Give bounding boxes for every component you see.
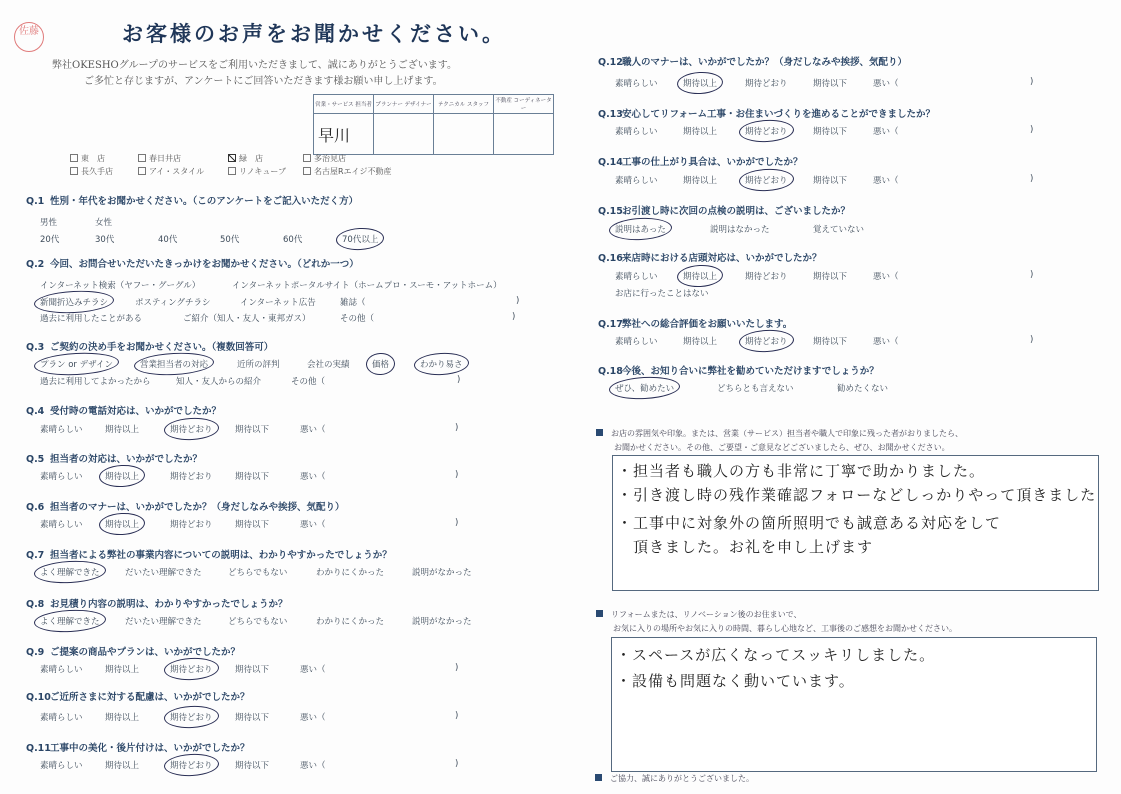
question-text: お引渡し時に次回の点検の説明は、ございましたか？ <box>622 206 851 217</box>
option[interactable]: 悪い（ <box>873 79 899 89</box>
option[interactable]: 30代 <box>95 235 115 245</box>
option[interactable]: 雑誌（ <box>340 298 366 308</box>
option[interactable]: 素晴らしい <box>40 520 83 530</box>
option[interactable]: 期待どおり <box>745 272 788 282</box>
paren-close[interactable]: ) <box>1030 77 1034 87</box>
paren-close[interactable]: ) <box>455 470 459 480</box>
paren-close[interactable]: ) <box>1030 270 1034 280</box>
option[interactable]: 素晴らしい <box>40 425 83 435</box>
store-label: 名古屋Rエイジ不動産 <box>314 167 392 176</box>
store-checkbox[interactable] <box>228 153 263 164</box>
handwritten-line: ・引き渡し時の残作業確認フォローなどしっかりやって頂きました <box>617 486 1097 504</box>
option[interactable]: 期待以上 <box>105 761 140 771</box>
option[interactable]: 近所の評判 <box>237 360 280 370</box>
paren-close[interactable]: ) <box>455 759 459 769</box>
option[interactable]: 素晴らしい <box>40 472 83 482</box>
option[interactable]: どちらでもない <box>228 617 288 627</box>
option[interactable]: 40代 <box>158 235 178 245</box>
option[interactable]: 期待どおり <box>170 472 213 482</box>
store-checkbox[interactable] <box>70 153 105 164</box>
option[interactable]: ご紹介（知人・友人・東邦ガス） <box>183 314 311 324</box>
option-selected[interactable]: 説明はあった <box>615 225 666 235</box>
footer-text: ご協力、誠にありがとうございました。 <box>610 774 754 783</box>
question-text: 今回、お問合せいただいたきっかけをお聞かせください。（どれか一つ） <box>50 259 359 270</box>
option[interactable]: インターネットポータルサイト（ホームプロ・スーモ・アットホーム） <box>232 281 502 291</box>
option[interactable]: 20代 <box>40 235 60 245</box>
checkbox-icon[interactable] <box>138 167 146 175</box>
staff-value[interactable]: 早川 <box>314 114 374 155</box>
option[interactable]: 悪い（ <box>300 713 326 723</box>
seal-stamp: 佐藤 <box>14 22 44 52</box>
option-selected[interactable]: 期待以上 <box>683 79 718 89</box>
paren-close[interactable]: ) <box>455 423 459 433</box>
store-label: 春日井店 <box>149 154 181 163</box>
question-8 <box>26 596 288 610</box>
option[interactable]: 悪い（ <box>873 337 899 347</box>
question-number: Q.12 <box>598 57 623 68</box>
option[interactable]: 50代 <box>220 235 240 245</box>
option[interactable]: 60代 <box>283 235 303 245</box>
prompt-line: リフォームまたは、リノベーション後のお住まいで、 <box>611 610 802 619</box>
option[interactable]: その他（ <box>291 377 326 387</box>
option-selected[interactable]: 営業担当者の対応 <box>140 360 209 370</box>
staff-header: テクニカル スタッフ <box>434 95 494 114</box>
option[interactable]: 男性 <box>40 218 58 228</box>
question-5 <box>26 451 202 465</box>
question-number: Q.6 <box>26 502 45 513</box>
option-selected[interactable]: プラン or デザイン <box>40 360 114 370</box>
option[interactable]: 過去に利用してよかったから <box>40 377 151 387</box>
option[interactable]: どちらとも言えない <box>717 384 794 394</box>
option[interactable]: 悪い（ <box>873 127 899 137</box>
checkbox-icon[interactable] <box>138 154 146 162</box>
option-selected[interactable]: 期待以上 <box>105 472 140 482</box>
intro-line: 弊社OKESHOグループのサービスをご利用いただきまして、誠にありがとうございます。 <box>52 60 457 71</box>
checkbox-icon[interactable] <box>303 154 311 162</box>
handwritten-line: 頂きました。お礼を申し上げます <box>617 538 874 556</box>
question-number: Q.17 <box>598 319 623 330</box>
question-text: ご近所さまに対する配慮は、いかがでしたか？ <box>50 692 250 703</box>
checkbox-icon[interactable] <box>303 167 311 175</box>
prompt-line: お気に入りの場所やお気に入りの時間、暮らし心地など、工事後のご感想をお聞かせください。 <box>613 624 957 633</box>
option-selected[interactable]: 期待以上 <box>683 272 718 282</box>
question-number: Q.1 <box>26 196 45 207</box>
question-text: 職人のマナーは、いかがでしたか？（身だしなみや挨拶、気配り） <box>622 57 908 68</box>
option[interactable]: 素晴らしい <box>40 761 83 771</box>
option[interactable]: 期待以下 <box>235 665 270 675</box>
option[interactable]: 素晴らしい <box>615 176 658 186</box>
option[interactable]: 素晴らしい <box>40 713 83 723</box>
question-text: 担当者の対応は、いかがでしたか？ <box>50 454 203 465</box>
option-selected[interactable]: 期待以上 <box>105 520 140 530</box>
comment-prompt-1 <box>596 428 963 439</box>
question-text: 受付時の電話対応は、いかがでしたか？ <box>50 406 222 417</box>
handwritten-line: ・スペースが広くなってスッキリしました。 <box>616 646 936 664</box>
option[interactable]: 期待以下 <box>235 425 270 435</box>
option[interactable]: 期待以上 <box>105 665 140 675</box>
option[interactable]: 期待以下 <box>235 761 270 771</box>
option[interactable]: 期待以下 <box>813 176 848 186</box>
option[interactable]: わかりにくかった <box>316 568 385 578</box>
option[interactable]: 会社の実績 <box>307 360 350 370</box>
option[interactable]: 過去に利用したことがある <box>40 314 143 324</box>
option[interactable]: 素晴らしい <box>615 337 658 347</box>
option-selected[interactable]: 期待どおり <box>170 425 213 435</box>
bullet-square-icon <box>596 610 603 617</box>
option[interactable]: 悪い（ <box>873 272 899 282</box>
store-label: 緑 店 <box>239 154 263 163</box>
question-text: 担当者のマナーは、いかがでしたか？（身だしなみや挨拶、気配り） <box>50 502 345 513</box>
option[interactable]: 期待以下 <box>813 79 848 89</box>
option-selected[interactable]: 期待どおり <box>170 665 213 675</box>
question-text: ご契約の決め手をお聞かせください。（複数回答可） <box>50 342 274 353</box>
option[interactable]: 素晴らしい <box>615 127 658 137</box>
option[interactable]: 説明はなかった <box>710 225 770 235</box>
intro-line: ご多忙と存じますが、アンケートにご回答いただきます様お願い申し上げます。 <box>84 76 443 87</box>
paren-close[interactable]: ) <box>1030 174 1034 184</box>
store-checkbox[interactable] <box>228 166 286 177</box>
question-number: Q.3 <box>26 342 45 353</box>
question-text: 工事中の美化・後片付けは、いかがでしたか？ <box>50 743 250 754</box>
option[interactable]: 覚えていない <box>813 225 865 235</box>
staff-header: プランナー デザイナー <box>374 95 434 114</box>
option[interactable]: 悪い（ <box>873 176 899 186</box>
store-checkbox[interactable] <box>70 166 113 177</box>
bullet-square-icon <box>595 774 602 781</box>
option-selected[interactable]: 期待どおり <box>170 761 213 771</box>
option-selected[interactable]: ぜひ、勧めたい <box>615 384 675 394</box>
option[interactable]: 悪い（ <box>300 665 326 675</box>
question-number: Q.15 <box>598 206 623 217</box>
option-selected[interactable]: よく理解できた <box>40 617 100 627</box>
paren-close[interactable]: ) <box>512 312 516 322</box>
staff-header: 不動産 コーディネーター <box>494 95 554 114</box>
option[interactable]: お店に行ったことはない <box>615 289 709 299</box>
option[interactable]: 素晴らしい <box>615 79 658 89</box>
store-checkbox[interactable] <box>138 153 181 164</box>
question-text: 工事の仕上がり具合は、いかがでしたか？ <box>622 157 803 168</box>
option[interactable]: わかりにくかった <box>316 617 385 627</box>
option[interactable]: 悪い（ <box>300 425 326 435</box>
question-1 <box>26 193 358 207</box>
paren-close[interactable]: ) <box>1030 125 1034 135</box>
option[interactable]: 悪い（ <box>300 520 326 530</box>
store-checkbox[interactable] <box>303 153 346 164</box>
question-number: Q.8 <box>26 599 45 610</box>
checkbox-icon[interactable] <box>70 154 78 162</box>
question-2 <box>26 256 359 270</box>
option[interactable]: 期待以下 <box>235 713 270 723</box>
option[interactable]: 期待以下 <box>235 520 270 530</box>
option[interactable]: どちらでもない <box>228 568 288 578</box>
option[interactable]: 期待以上 <box>683 176 718 186</box>
comment-prompt-2 <box>596 609 801 620</box>
option-selected[interactable]: 70代以上 <box>342 235 379 245</box>
question-10 <box>26 689 250 703</box>
option[interactable]: 期待以下 <box>813 272 848 282</box>
option-selected[interactable]: 価格 <box>372 360 390 370</box>
checkbox-icon[interactable] <box>70 167 78 175</box>
page-title: お客様のお声をお聞かせください。 <box>122 22 506 46</box>
paren-close[interactable]: ) <box>457 375 461 385</box>
question-text: 来店時における店頭対応は、いかがでしたか？ <box>622 253 822 264</box>
paren-close[interactable]: ) <box>516 296 520 306</box>
option[interactable]: ポスティングチラシ <box>135 298 211 308</box>
prompt-line: お聞かせください。その他、ご要望・ご意見などございましたら、ぜひ、お聞かせください。 <box>614 443 950 452</box>
option[interactable]: その他（ <box>340 314 375 324</box>
store-label: 多治見店 <box>314 154 346 163</box>
question-7 <box>26 547 392 561</box>
comment-box-1[interactable] <box>612 455 1099 591</box>
question-text: ご提案の商品やプランは、いかがでしたか？ <box>50 647 241 658</box>
option[interactable]: 期待どおり <box>745 79 788 89</box>
question-number: Q.18 <box>598 366 623 377</box>
question-9 <box>26 644 240 658</box>
question-4 <box>26 403 221 417</box>
option[interactable]: 知人・友人からの紹介 <box>176 377 262 387</box>
handwritten-line: ・担当者も職人の方も非常に丁寧で助かりました。 <box>617 462 986 480</box>
store-label: リノキューブ <box>239 167 286 176</box>
checkbox-icon[interactable] <box>228 167 236 175</box>
option[interactable]: 期待以上 <box>683 127 718 137</box>
paren-close[interactable]: ) <box>1030 335 1034 345</box>
question-13 <box>598 106 935 120</box>
handwritten-line: ・設備も問題なく動いています。 <box>616 672 855 690</box>
question-number: Q.16 <box>598 253 623 264</box>
option[interactable]: 期待以上 <box>105 425 140 435</box>
question-17 <box>598 316 792 330</box>
option[interactable]: 説明がなかった <box>412 617 472 627</box>
store-checkbox[interactable] <box>303 166 392 177</box>
question-number: Q.2 <box>26 259 45 270</box>
question-number: Q.11 <box>26 743 51 754</box>
option-selected[interactable]: 期待どおり <box>745 176 788 186</box>
option[interactable]: 期待以上 <box>683 337 718 347</box>
option-selected[interactable]: よく理解できた <box>40 568 100 578</box>
option[interactable]: 素晴らしい <box>40 665 83 675</box>
option[interactable]: 女性 <box>95 218 113 228</box>
option[interactable]: 期待以上 <box>105 713 140 723</box>
option-selected[interactable]: 新聞折込みチラシ <box>40 298 109 308</box>
option[interactable]: 期待以下 <box>813 337 848 347</box>
store-label: 長久手店 <box>81 167 113 176</box>
staff-value[interactable] <box>434 114 494 155</box>
question-text: 性別・年代をお聞かせください。（このアンケートをご記入いただく方） <box>50 196 359 207</box>
question-number: Q.7 <box>26 550 45 561</box>
staff-table <box>313 94 554 155</box>
footer-thanks <box>595 773 754 784</box>
option[interactable]: インターネット検索（ヤフー・グーグル） <box>40 281 201 291</box>
question-14 <box>598 154 803 168</box>
question-number: Q.10 <box>26 692 51 703</box>
question-text: 安心してリフォーム工事・お住まいづくりを進めることができましたか？ <box>622 109 936 120</box>
option-selected[interactable]: 期待どおり <box>745 127 788 137</box>
question-text: 弊社への総合評価をお願いいたします。 <box>622 319 793 330</box>
option-selected[interactable]: わかり易さ <box>420 360 463 370</box>
option[interactable]: 説明がなかった <box>412 568 472 578</box>
staff-value[interactable] <box>494 114 554 155</box>
question-number: Q.5 <box>26 454 45 465</box>
option-selected[interactable]: 期待どおり <box>745 337 788 347</box>
question-number: Q.9 <box>26 647 45 658</box>
comment-box-2[interactable] <box>611 637 1097 772</box>
paren-close[interactable]: ) <box>455 518 459 528</box>
handwritten-line: ・工事中に対象外の箇所照明でも誠意ある対応をして <box>617 514 1002 532</box>
option[interactable]: 期待どおり <box>170 520 213 530</box>
option[interactable]: インターネット広告 <box>240 298 316 308</box>
option[interactable]: 悪い（ <box>300 761 326 771</box>
question-text: 今後、お知り合いに弊社を勧めていただけますでしょうか？ <box>622 366 879 377</box>
question-3 <box>26 339 273 353</box>
option[interactable]: 悪い（ <box>300 472 326 482</box>
store-checkbox[interactable] <box>138 166 204 177</box>
staff-value[interactable] <box>374 114 434 155</box>
prompt-line: お店の雰囲気や印象。または、営業（サービス）担当者や職人で印象に残った者がおりましたら、 <box>611 429 963 438</box>
question-number: Q.13 <box>598 109 623 120</box>
question-16 <box>598 250 822 264</box>
option[interactable]: 素晴らしい <box>615 272 658 282</box>
store-label: アイ・スタイル <box>149 167 205 176</box>
question-18 <box>598 363 879 377</box>
option[interactable]: 勧めたくない <box>837 384 889 394</box>
question-text: 担当者による弊社の事業内容についての説明は、わかりやすかったでしょうか？ <box>50 550 392 561</box>
option-selected[interactable]: 期待どおり <box>170 713 213 723</box>
bullet-square-icon <box>596 429 603 436</box>
question-6 <box>26 499 345 513</box>
option[interactable]: 期待以下 <box>235 472 270 482</box>
question-number: Q.14 <box>598 157 623 168</box>
paren-close[interactable]: ) <box>455 711 459 721</box>
question-number: Q.4 <box>26 406 45 417</box>
question-text: お見積り内容の説明は、わかりやすかったでしょうか？ <box>50 599 288 610</box>
option[interactable]: だいたい理解できた <box>125 617 202 627</box>
option[interactable]: 期待以下 <box>813 127 848 137</box>
checked-box-icon[interactable] <box>228 154 236 162</box>
option[interactable]: だいたい理解できた <box>125 568 202 578</box>
staff-header: 営業・サービス 担当者 <box>314 95 374 114</box>
store-label: 東 店 <box>81 154 105 163</box>
question-11 <box>26 740 250 754</box>
question-15 <box>598 203 850 217</box>
question-12 <box>598 54 907 68</box>
paren-close[interactable]: ) <box>455 663 459 673</box>
